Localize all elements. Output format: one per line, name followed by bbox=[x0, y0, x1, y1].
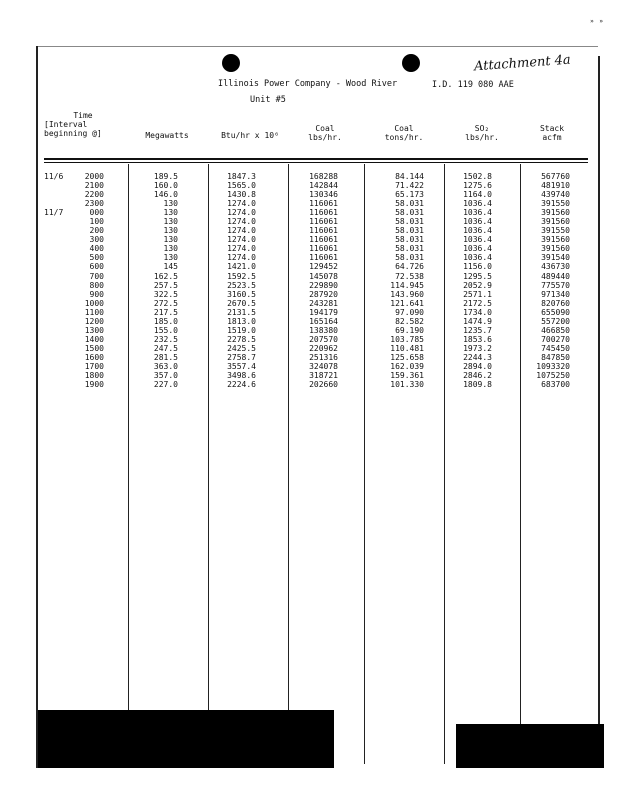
company-title: Illinois Power Company - Wood River bbox=[218, 79, 398, 89]
table-cell: 700270 bbox=[541, 334, 570, 344]
table-cell: 11/7 bbox=[44, 208, 64, 218]
table-cell: 391560 bbox=[541, 235, 570, 245]
header-so2: SO₂ lbs/hr. bbox=[465, 124, 499, 142]
table-cell: 64.726 bbox=[395, 262, 424, 272]
table-cell bbox=[44, 335, 74, 344]
table-cell: 130 bbox=[163, 226, 178, 236]
table-cell: 1000 bbox=[84, 298, 104, 308]
table-cell: 1813.0 bbox=[227, 316, 256, 326]
table-cell: 103.785 bbox=[390, 334, 424, 344]
table-cell: 247.5 bbox=[153, 343, 178, 353]
table-cell: 1036.4 bbox=[463, 226, 492, 236]
table-cell: 189.5 bbox=[153, 172, 178, 181]
table-cell: 1430.8 bbox=[227, 190, 256, 200]
table-cell bbox=[44, 353, 74, 362]
btu-column bbox=[214, 172, 256, 389]
punch-hole-icon bbox=[222, 54, 240, 72]
table-cell bbox=[44, 272, 74, 281]
table-cell: 557200 bbox=[541, 316, 570, 326]
table-cell: 281.5 bbox=[153, 352, 178, 362]
column-divider bbox=[288, 164, 289, 764]
table-cell: 439740 bbox=[541, 190, 570, 200]
redaction-block bbox=[456, 724, 604, 768]
table-cell bbox=[44, 281, 74, 290]
table-cell: 217.5 bbox=[153, 307, 178, 317]
table-cell: 251316 bbox=[309, 352, 338, 362]
column-divider bbox=[444, 164, 445, 764]
table-cell: 71.422 bbox=[395, 181, 424, 191]
table-cell: 847850 bbox=[541, 352, 570, 362]
table-cell: 1500 bbox=[84, 343, 104, 353]
table-cell: 800 bbox=[89, 280, 104, 290]
table-cell: 300 bbox=[89, 235, 104, 245]
table-cell: 1847.3 bbox=[227, 172, 256, 181]
table-cell: 110.481 bbox=[390, 343, 424, 353]
table-cell bbox=[44, 217, 74, 226]
table-cell: 391560 bbox=[541, 217, 570, 227]
table-cell: 481910 bbox=[541, 181, 570, 191]
table-cell: 200 bbox=[89, 226, 104, 236]
table-cell: 2846.2 bbox=[463, 371, 492, 381]
table-cell: 2052.9 bbox=[463, 280, 492, 290]
table-cell bbox=[44, 244, 74, 253]
header-stack: Stack acfm bbox=[539, 124, 565, 142]
column-divider bbox=[208, 164, 209, 764]
table-cell: 1809.8 bbox=[463, 380, 492, 390]
column-divider bbox=[364, 164, 365, 764]
table-cell: 700 bbox=[89, 271, 104, 281]
table-cell: 1275.6 bbox=[463, 181, 492, 191]
table-cell: 145 bbox=[163, 262, 178, 272]
table-cell: 1295.5 bbox=[463, 271, 492, 281]
table-cell: 000 bbox=[89, 208, 104, 218]
table-cell: 142844 bbox=[309, 181, 338, 191]
table-cell: 220962 bbox=[309, 343, 338, 353]
table-cell: 1519.0 bbox=[227, 325, 256, 335]
table-cell: 114.945 bbox=[390, 280, 424, 290]
table-cell: 2100 bbox=[84, 181, 104, 191]
table-cell: 116061 bbox=[309, 244, 338, 254]
table-cell: 1075250 bbox=[536, 371, 570, 381]
table-cell: 58.031 bbox=[395, 199, 424, 209]
table-cell: 391550 bbox=[541, 199, 570, 209]
header-coal-tons: Coal tons/hr. bbox=[384, 124, 424, 142]
table-cell: 1502.8 bbox=[463, 172, 492, 181]
table-cell: 116061 bbox=[309, 217, 338, 227]
so2-column bbox=[452, 172, 492, 389]
punch-hole-icon bbox=[402, 54, 420, 72]
table-cell: 2224.6 bbox=[227, 380, 256, 390]
table-cell: 162.5 bbox=[153, 271, 178, 281]
table-cell: 1274.0 bbox=[227, 226, 256, 236]
table-cell: 229890 bbox=[309, 280, 338, 290]
table-cell: 11/6 bbox=[44, 172, 64, 181]
table-cell: 227.0 bbox=[153, 380, 178, 390]
table-cell: 1036.4 bbox=[463, 208, 492, 218]
table-cell: 1274.0 bbox=[227, 253, 256, 263]
time-column bbox=[74, 172, 104, 389]
table-cell: 1036.4 bbox=[463, 235, 492, 245]
table-cell bbox=[44, 235, 74, 244]
column-divider bbox=[128, 164, 129, 764]
table-cell: 129452 bbox=[309, 262, 338, 272]
table-cell: 2894.0 bbox=[463, 361, 492, 371]
table-cell: 1900 bbox=[84, 380, 104, 390]
table-cell: 391540 bbox=[541, 253, 570, 263]
table-cell: 146.0 bbox=[153, 190, 178, 200]
table-cell: 820760 bbox=[541, 298, 570, 308]
table-cell: 1973.2 bbox=[463, 343, 492, 353]
table-cell: 116061 bbox=[309, 226, 338, 236]
table-cell: 1853.6 bbox=[463, 334, 492, 344]
table-cell: 391560 bbox=[541, 244, 570, 254]
table-cell: 58.031 bbox=[395, 244, 424, 254]
table-cell: 2425.5 bbox=[227, 343, 256, 353]
left-border bbox=[36, 46, 38, 768]
table-cell: 58.031 bbox=[395, 226, 424, 236]
table-cell: 1274.0 bbox=[227, 217, 256, 227]
table-cell bbox=[44, 362, 74, 371]
redaction-block bbox=[38, 710, 334, 768]
table-cell: 202660 bbox=[309, 380, 338, 390]
table-cell: 1300 bbox=[84, 325, 104, 335]
table-cell: 65.173 bbox=[395, 190, 424, 200]
table-cell: 324078 bbox=[309, 361, 338, 371]
table-cell bbox=[44, 253, 74, 262]
table-cell: 58.031 bbox=[395, 208, 424, 218]
table-cell bbox=[44, 226, 74, 235]
table-cell: 165164 bbox=[309, 316, 338, 326]
table-cell: 168288 bbox=[309, 172, 338, 181]
stack-column bbox=[524, 172, 570, 389]
table-cell: 1274.0 bbox=[227, 199, 256, 209]
table-cell: 130 bbox=[163, 235, 178, 245]
table-cell: 130 bbox=[163, 199, 178, 209]
table-cell: 72.538 bbox=[395, 271, 424, 281]
table-cell: 97.090 bbox=[395, 307, 424, 317]
table-cell: 58.031 bbox=[395, 253, 424, 263]
table-cell: 130 bbox=[163, 244, 178, 254]
table-cell: 1036.4 bbox=[463, 199, 492, 209]
date-column bbox=[44, 172, 74, 389]
table-cell: 145078 bbox=[309, 271, 338, 281]
table-cell bbox=[44, 299, 74, 308]
table-cell: 500 bbox=[89, 253, 104, 263]
table-cell: 1474.9 bbox=[463, 316, 492, 326]
table-cell: 322.5 bbox=[153, 289, 178, 299]
table-cell: 143.960 bbox=[390, 289, 424, 299]
table-cell: 130 bbox=[163, 217, 178, 227]
table-cell: 138380 bbox=[309, 325, 338, 335]
table-cell: 2131.5 bbox=[227, 307, 256, 317]
table-cell: 101.330 bbox=[390, 380, 424, 390]
table-cell: 489440 bbox=[541, 271, 570, 281]
unit-label: Unit #5 bbox=[250, 95, 286, 105]
table-cell: 1600 bbox=[84, 352, 104, 362]
table-cell bbox=[44, 371, 74, 380]
table-cell: 130346 bbox=[309, 190, 338, 200]
table-cell: 1036.4 bbox=[463, 253, 492, 263]
column-divider bbox=[520, 164, 521, 764]
header-megawatts: Megawatts bbox=[145, 131, 189, 140]
table-cell: 287920 bbox=[309, 289, 338, 299]
table-cell bbox=[44, 317, 74, 326]
table-cell: 194179 bbox=[309, 307, 338, 317]
table-cell: 84.144 bbox=[395, 172, 424, 181]
table-cell: 1100 bbox=[84, 307, 104, 317]
table-cell: 2523.5 bbox=[227, 280, 256, 290]
table-cell bbox=[44, 290, 74, 299]
table-cell: 272.5 bbox=[153, 298, 178, 308]
table-cell: 2300 bbox=[84, 199, 104, 209]
table-cell: 1734.0 bbox=[463, 307, 492, 317]
header-rule bbox=[44, 158, 588, 160]
table-cell: 600 bbox=[89, 262, 104, 272]
table-cell: 391560 bbox=[541, 208, 570, 218]
table-cell: 58.031 bbox=[395, 235, 424, 245]
table-cell: 3160.5 bbox=[227, 289, 256, 299]
megawatts-column bbox=[136, 172, 178, 389]
table-cell: 116061 bbox=[309, 208, 338, 218]
table-cell: 1592.5 bbox=[227, 271, 256, 281]
table-cell: 357.0 bbox=[153, 371, 178, 381]
table-cell: 1036.4 bbox=[463, 217, 492, 227]
table-cell: 2278.5 bbox=[227, 334, 256, 344]
table-cell: 1700 bbox=[84, 361, 104, 371]
table-cell: 2200 bbox=[84, 190, 104, 200]
table-cell: 159.361 bbox=[390, 371, 424, 381]
table-cell: 1093320 bbox=[536, 361, 570, 371]
table-cell bbox=[44, 344, 74, 353]
table-cell: 775570 bbox=[541, 280, 570, 290]
table-cell: 567760 bbox=[541, 172, 570, 181]
table-cell: 363.0 bbox=[153, 361, 178, 371]
docket-number: I.D. 119 080 AAE bbox=[432, 80, 514, 90]
table-cell bbox=[44, 326, 74, 335]
table-cell: 3498.6 bbox=[227, 371, 256, 381]
table-cell: 69.190 bbox=[395, 325, 424, 335]
table-cell: 1036.4 bbox=[463, 244, 492, 254]
table-cell: 436730 bbox=[541, 262, 570, 272]
table-cell: 1565.0 bbox=[227, 181, 256, 191]
table-cell: 2172.5 bbox=[463, 298, 492, 308]
table-cell: 116061 bbox=[309, 253, 338, 263]
table-cell: 1164.0 bbox=[463, 190, 492, 200]
table-cell: 1200 bbox=[84, 316, 104, 326]
table-cell: 130 bbox=[163, 253, 178, 263]
header-btu: Btu/hr x 10⁶ bbox=[221, 131, 279, 140]
table-cell bbox=[44, 190, 74, 199]
table-cell: 1421.0 bbox=[227, 262, 256, 272]
header-coal-lbs: Coal lbs/hr. bbox=[308, 124, 342, 142]
table-cell: 257.5 bbox=[153, 280, 178, 290]
table-cell: 1274.0 bbox=[227, 235, 256, 245]
table-cell: 1274.0 bbox=[227, 244, 256, 254]
table-cell: 116061 bbox=[309, 235, 338, 245]
table-cell: 2670.5 bbox=[227, 298, 256, 308]
corner-mark: » » bbox=[590, 18, 604, 25]
table-cell: 162.039 bbox=[390, 361, 424, 371]
table-cell: 125.658 bbox=[390, 352, 424, 362]
table-cell: 82.582 bbox=[395, 316, 424, 326]
table-cell bbox=[44, 262, 74, 271]
table-cell: 232.5 bbox=[153, 334, 178, 344]
table-cell: 160.0 bbox=[153, 181, 178, 191]
table-cell: 155.0 bbox=[153, 325, 178, 335]
table-cell bbox=[44, 199, 74, 208]
table-cell: 207570 bbox=[309, 334, 338, 344]
table-cell bbox=[44, 181, 74, 190]
table-cell: 243281 bbox=[309, 298, 338, 308]
table-cell: 185.0 bbox=[153, 316, 178, 326]
table-cell: 655090 bbox=[541, 307, 570, 317]
table-cell: 1274.0 bbox=[227, 208, 256, 218]
table-cell bbox=[44, 308, 74, 317]
table-cell: 745450 bbox=[541, 343, 570, 353]
right-border bbox=[598, 56, 600, 768]
attachment-label: Attachment 4a bbox=[473, 52, 572, 75]
table-cell bbox=[44, 380, 74, 389]
table-cell: 130 bbox=[163, 208, 178, 218]
table-cell: 683700 bbox=[541, 380, 570, 390]
coal-tons-column bbox=[380, 172, 424, 389]
top-edge bbox=[38, 46, 598, 47]
table-cell: 1235.7 bbox=[463, 325, 492, 335]
table-cell: 400 bbox=[89, 244, 104, 254]
table-cell: 121.641 bbox=[390, 298, 424, 308]
table-cell: 466850 bbox=[541, 325, 570, 335]
table-cell: 391550 bbox=[541, 226, 570, 236]
table-cell: 318721 bbox=[309, 371, 338, 381]
header-time: Time [Interval beginning @] bbox=[44, 111, 102, 138]
table-cell: 1400 bbox=[84, 334, 104, 344]
table-cell: 116061 bbox=[309, 199, 338, 209]
header-rule-2 bbox=[44, 162, 588, 163]
table-cell: 900 bbox=[89, 289, 104, 299]
table-cell: 2000 bbox=[84, 172, 104, 181]
coal-lbs-column bbox=[294, 172, 338, 389]
table-cell: 1800 bbox=[84, 371, 104, 381]
table-cell: 100 bbox=[89, 217, 104, 227]
table-cell: 971340 bbox=[541, 289, 570, 299]
table-cell: 2571.1 bbox=[463, 289, 492, 299]
table-cell: 58.031 bbox=[395, 217, 424, 227]
table-cell: 3557.4 bbox=[227, 361, 256, 371]
table-cell: 1156.0 bbox=[463, 262, 492, 272]
table-cell: 2758.7 bbox=[227, 352, 256, 362]
table-cell: 2244.3 bbox=[463, 352, 492, 362]
